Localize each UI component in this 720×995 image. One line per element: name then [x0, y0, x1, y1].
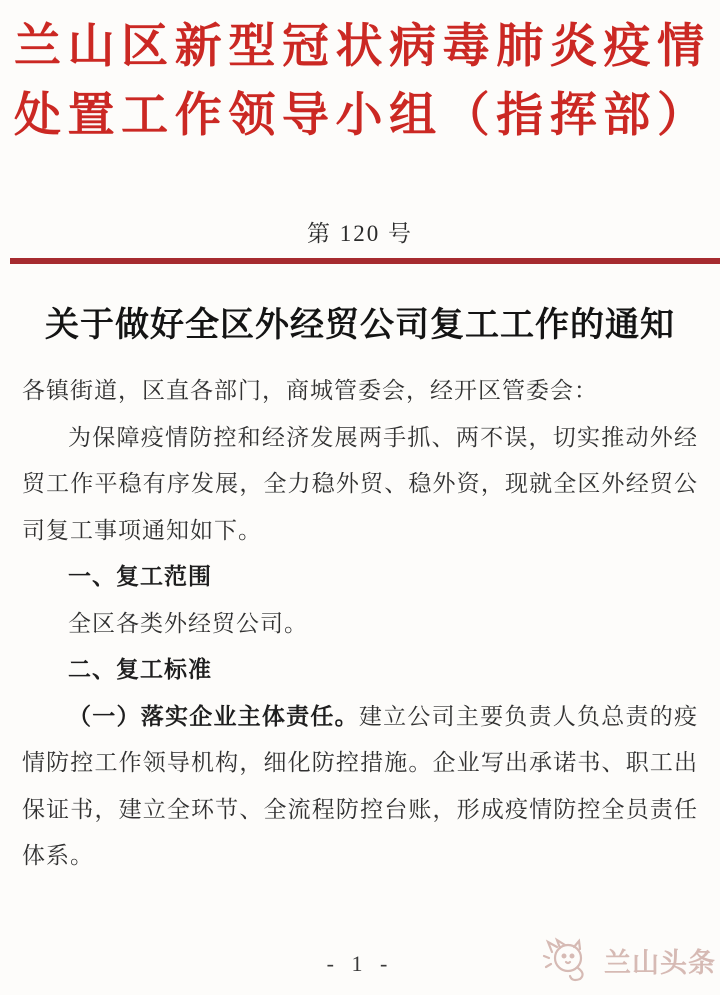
watermark-label: 兰山头条 — [604, 947, 716, 978]
paragraph-text: 建立公司主要负责人负总责的疫情防控工作领导机构，细化防控措施。企业写出承诺书、职工出保证书，建立全环节、全流程防控台账，形成疫情防控全员责任体系。 — [22, 703, 699, 868]
section-1-heading: 一、复工范围 — [68, 564, 212, 589]
section-2-paragraph — [22, 694, 698, 880]
issuing-org — [14, 13, 704, 151]
notice-title: 关于做好全区外经贸公司复工工作的通知 — [45, 307, 675, 344]
red-divider-rule — [10, 258, 720, 264]
issuing-org-line1: 兰山区新型冠状病毒肺炎疫情 — [14, 21, 704, 73]
section-2-heading: 二、复工标准 — [68, 657, 212, 682]
paragraph-lead: （一）落实企业主体责任。 — [68, 703, 359, 729]
intro-paragraph: 为保障疫情防控和经济发展两手抓、两不误，切实推动外经贸工作平稳有序发展，全力稳外贸、稳外资，现就全区外经贸公司复工事项通知如下。 — [22, 424, 698, 543]
watermark — [542, 936, 716, 984]
body-text — [22, 368, 698, 880]
document-number: 第 120 号 — [307, 221, 413, 246]
salutation: 各镇街道，区直各部门，商城管委会，经开区管委会： — [22, 378, 598, 403]
page-number: - 1 - — [326, 951, 394, 976]
cat-mascot-icon — [542, 936, 598, 984]
section-1-paragraph: 全区各类外经贸公司。 — [68, 610, 308, 636]
issuing-org-line2: 处置工作领导小组（指挥部） — [14, 90, 704, 142]
